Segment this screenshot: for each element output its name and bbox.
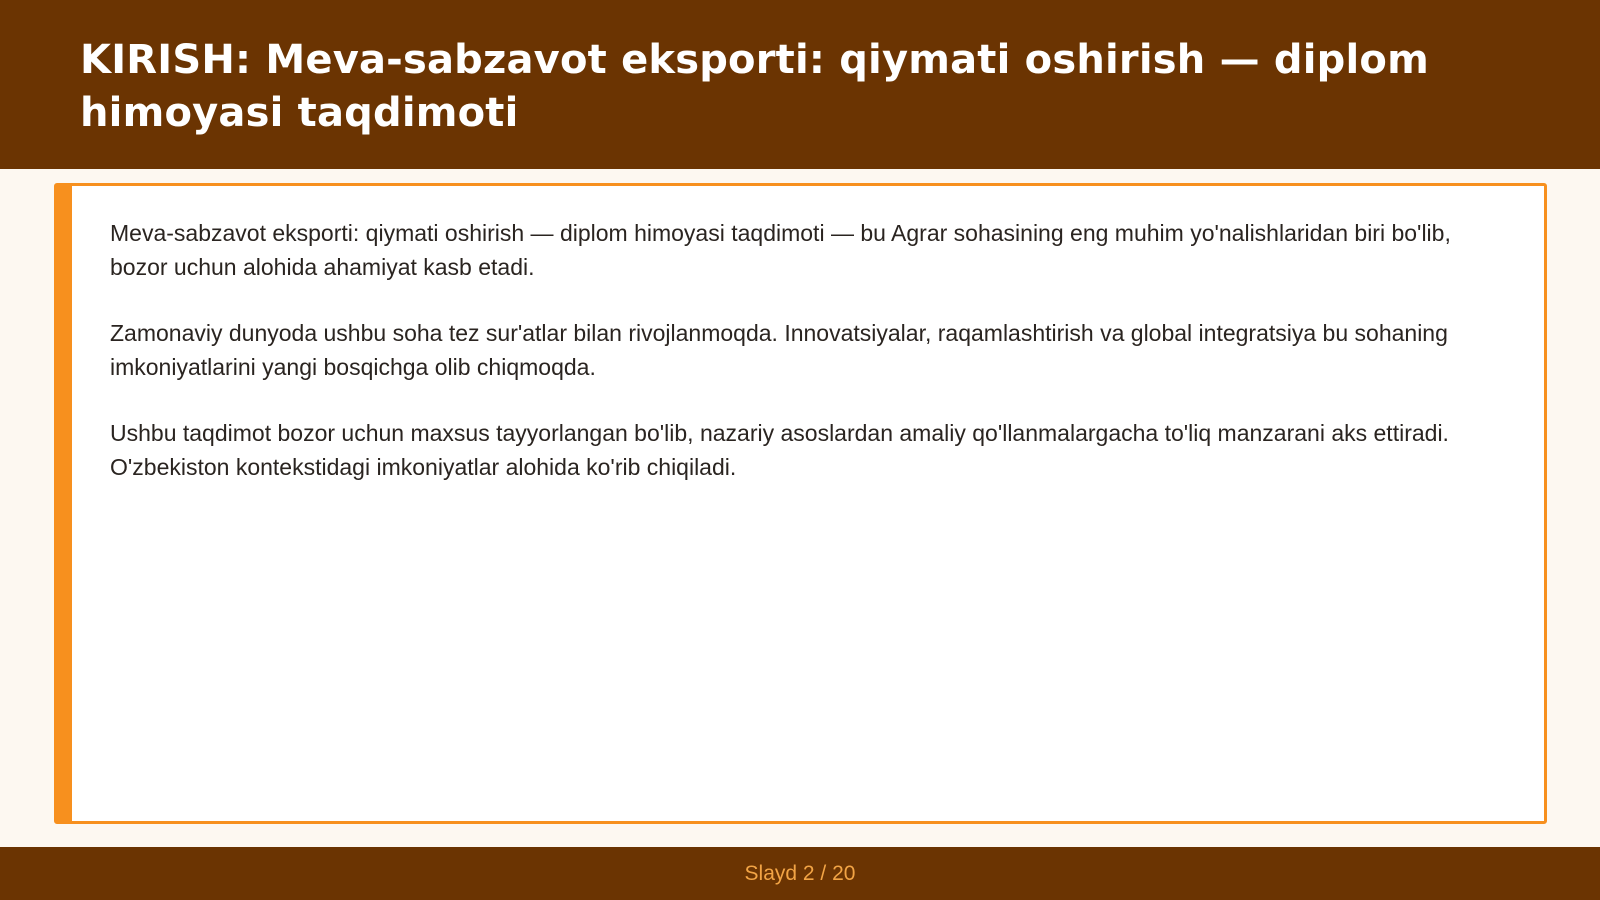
paragraph-presentation-scope: Ushbu taqdimot bozor uchun maxsus tayyorlangan bo'lib, nazariy asoslardan amaliy qo'llanmalargacha to'liq manzarani aks ettiradi. O'zbekiston kontekstidagi imkoniyatlar alohida ko'rib chiqiladi. [110, 420, 1449, 480]
paragraph-intro: Meva-sabzavot eksporti: qiymati oshirish — diplom himoyasi taqdimoti — bu Agrar sohasining eng muhim yo'nalishlaridan biri bo'lib, bozor uchun alohida ahamiyat kasb etadi. [110, 220, 1451, 280]
slide-title: KIRISH: Meva-sabzavot eksporti: qiymati oshirish — diplom himoyasi taqdimoti [80, 37, 1429, 136]
slide-header [0, 0, 1600, 169]
slide-number: Slayd 2 / 20 [744, 861, 856, 885]
paragraph-modern-world: Zamonaviy dunyoda ushbu soha tez sur'atlar bilan rivojlanmoqda. Innovatsiyalar, raqamlashtirish va global integratsiya bu sohaning imkoniyatlarini yangi bosqichga olib chiqmoqda. [110, 320, 1448, 380]
content-card [54, 183, 1547, 824]
slide-footer [0, 847, 1600, 900]
